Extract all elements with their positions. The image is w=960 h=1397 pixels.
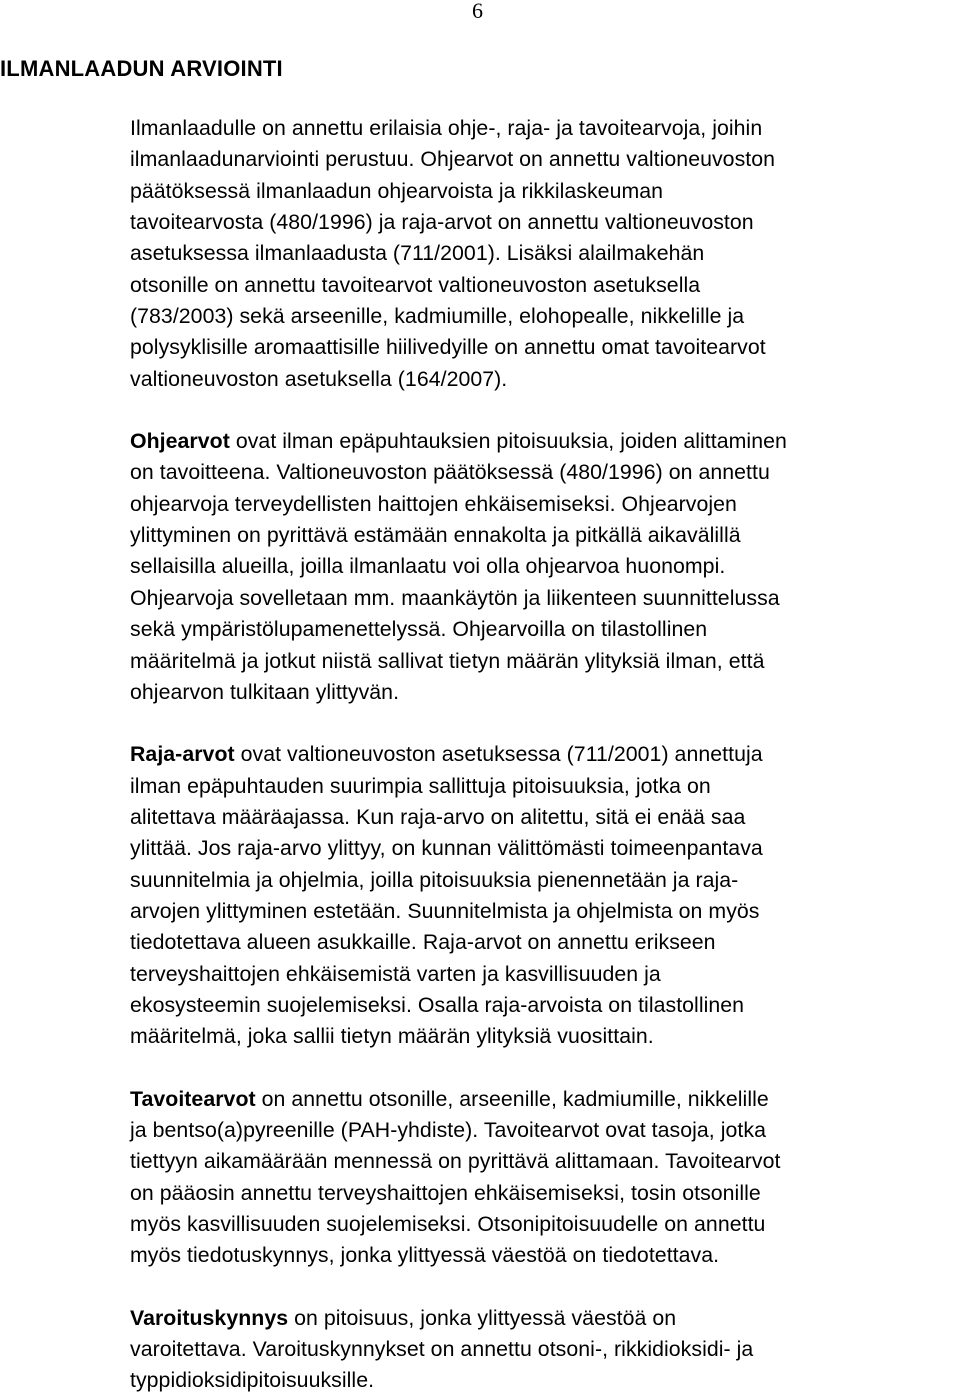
text-line: terveyshaittojen ehkäisemistä varten ja kasvillisuuden ja (130, 961, 661, 986)
text-line: alitettava määräajassa. Kun raja-arvo on alitettu, sitä ei enää saa (130, 804, 746, 829)
text-line: ekosysteemin suojelemiseksi. Osalla raja-arvoista on tilastollinen (130, 992, 745, 1017)
text-line: ja bentso(a)pyreenille (PAH-yhdiste). Tavoitearvot ovat tasoja, jotka (130, 1117, 766, 1142)
varoituskynnys-paragraph (130, 1303, 958, 1397)
text-line: päätöksessä ilmanlaadun ohjearvoista ja rikkilaskeuman (130, 178, 664, 203)
text-line: tavoitearvosta (480/1996) ja raja-arvot on annettu valtioneuvoston (130, 210, 754, 235)
text-line: ohjearvon tulkitaan ylittyvän. (130, 679, 400, 704)
body-text (130, 113, 958, 1397)
text-line: asetuksessa ilmanlaadusta (711/2001). Lisäksi alailmakehän (130, 241, 705, 266)
text-line: ilmanlaadunarviointi perustuu. Ohjearvot on annettu valtioneuvoston (130, 147, 776, 172)
text-line: myös kasvillisuuden suojelemiseksi. Otsonipitoisuudelle on annettu (130, 1212, 766, 1236)
text-line: on annettu otsonille, arseenille, kadmiumille, nikkelille (255, 1086, 769, 1111)
text-line: on tavoitteena. Valtioneuvoston päätöksessä (480/1996) on annettu (130, 460, 770, 485)
text-line: ylittyminen on pyrittävä estämään ennakolta ja pitkällä aikavälillä (130, 523, 741, 548)
defined-term: Ohjearvot (130, 429, 230, 454)
text-line: arvojen ylittyminen estetään. Suunnitelmista ja ohjelmista on myös (130, 898, 760, 923)
text-line: (783/2003) sekä arseenille, kadmiumille, elohopealle, nikkelille ja (130, 304, 745, 329)
text-line: ylittää. Jos raja-arvo ylittyy, on kunnan välittömästi toimeenpantava (130, 836, 763, 861)
text-line: sellaisilla alueilla, joilla ilmanlaatu voi olla ohjearvoa huonompi. (130, 554, 726, 579)
text-line: sekä ympäristölupamenettelyssä. Ohjearvoilla on tilastollinen (130, 617, 708, 642)
defined-term: Tavoitearvot (130, 1086, 256, 1111)
text-line: ilman epäpuhtauden suurimpia sallittuja pitoisuuksia, jotka on (130, 773, 711, 798)
text-line: ohjearvoja terveydellisten haittojen ehkäisemiseksi. Ohjearvojen (130, 491, 737, 516)
defined-term: Varoituskynnys (130, 1305, 289, 1330)
text-line: määritelmä ja jotkut niistä sallivat tietyn määrän ylityksiä ilman, että (130, 648, 765, 673)
text-line: polysyklisille aromaattisille hiilivedyille on annettu omat tavoitearvot (130, 335, 766, 360)
text-line: varoitettava. Varoituskynnykset on annettu otsoni-, rikkidioksidi- ja (130, 1337, 754, 1362)
section-title: ILMANLAADUN ARVIOINTI (0, 56, 283, 81)
text-line: määritelmä, joka sallii tietyn määrän ylityksiä vuosittain. (130, 1024, 654, 1049)
text-line: ovat ilman epäpuhtauksien pitoisuuksia, joiden alittaminen (229, 429, 787, 454)
text-line: Ilmanlaadulle on annettu erilaisia ohje-, raja- ja tavoitearvoja, joihin (130, 116, 763, 140)
text-line: ovat valtioneuvoston asetuksessa (711/2001) annettuja (234, 742, 763, 767)
intro-paragraph (130, 113, 958, 395)
text-line: myös tiedotuskynnys, jonka ylittyessä väestöä on tiedotettava. (130, 1243, 720, 1268)
text-line: tiedotettava alueen asukkaille. Raja-arvot on annettu erikseen (130, 930, 716, 955)
text-line: suunnitelmia ja ohjelmia, joilla pitoisuuksia pienennetään ja raja- (130, 867, 739, 892)
text-line: typpidioksidipitoisuuksille. (130, 1368, 375, 1393)
text-line: on pääosin annettu terveyshaittojen ehkäisemiseksi, tosin otsonille (130, 1180, 761, 1205)
text-line: tiettyyn aikamäärään mennessä on pyrittävä alittamaan. Tavoitearvot (130, 1149, 781, 1174)
page-number: 6 (472, 0, 483, 23)
text-line: Ohjearvoja sovelletaan mm. maankäytön ja liikenteen suunnittelussa (130, 585, 780, 610)
ohjearvot-paragraph (130, 426, 958, 708)
defined-term: Raja-arvot (130, 742, 235, 767)
raja-arvot-paragraph (130, 739, 958, 1052)
text-line: valtioneuvoston asetuksella (164/2007). (130, 366, 508, 391)
text-line: otsonille on annettu tavoitearvot valtioneuvoston asetuksella (130, 272, 701, 297)
text-line: on pitoisuus, jonka ylittyessä väestöä on (288, 1305, 677, 1330)
tavoitearvot-paragraph (130, 1084, 958, 1272)
